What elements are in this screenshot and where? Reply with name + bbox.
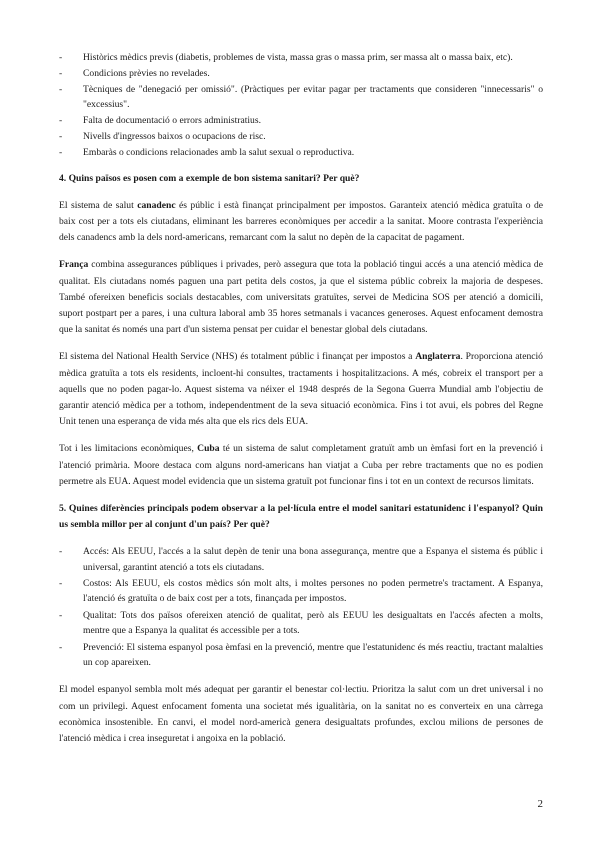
text-column	[59, 50, 543, 747]
list-item: - Costos: Als EEUU, els costos mèdics són molt alts, i moltes persones no poden permetre's tractament. A Espanya, l'atenció és gratuïta o de baix cost per a tots, finançada per impostos.	[59, 576, 543, 607]
country-cuba: Cuba	[197, 443, 220, 455]
canada-paragraph: El sistema de salut canadenc és públic i està finançat principalment per impostos. Garanteix atenció mèdica gratuïta o de baix cost per a tots els ciutadans, eliminant les barreres econòmiques per accedir a la sanitat. Moore contrasta l'experiència dels canadencs amb la dels nord-americans, remarcant com la salut no depèn de la capacitat de pagament.	[59, 199, 543, 244]
country-france: França	[59, 259, 89, 271]
risk-factors-list	[59, 50, 543, 160]
list-item: - Accés: Als EEUU, l'accés a la salut depèn de tenir una bona assegurança, mentre que a Espanya el sistema és públic i universal, garantint atenció a tots els ciutadans.	[59, 544, 543, 575]
list-item: - Embaràs o condicions relacionades amb la salut sexual o reproductiva.	[59, 145, 543, 160]
country-england: Anglaterra	[415, 351, 461, 363]
list-item: - Nivells d'ingressos baixos o ocupacions de risc.	[59, 129, 543, 144]
cuba-paragraph: Tot i les limitacions econòmiques, Cuba té un sistema de salut completament gratuït amb un èmfasi fort en la prevenció i l'atenció primària. Moore destaca com alguns nord-americans han viatjat a Cuba per rebre tractaments que no es podien permetre als EUA. Aquest model evidencia que un sistema gratuït pot funcionar fins i tot en un context de recursos limitats.	[59, 443, 543, 487]
country-canada: canadenc	[137, 199, 176, 211]
list-item: - Qualitat: Tots dos països ofereixen atenció de qualitat, però als EEUU les desigualtats en l'accés afecten a molts, mentre que a Espanya la qualitat és accessible per a tots.	[59, 608, 543, 639]
list-item: - Condicions prèvies no revelades.	[59, 66, 543, 81]
france-paragraph: França combina assegurances públiques i privades, però assegura que tota la població tingui accés a una atenció mèdica de qualitat. Els ciutadans només paguen una part petita dels costos, ja que el sistema públic cobreix la majoria de despeses. També ofereixen beneficis socials destacables, com universitats gratuïtes, servei de Medicina SOS per atenció a domicili, suport postpart per a pares, i una cultura laboral amb 35 hores setmanals i vacances generoses. Aquest enfocament demostra que la sanitat és només una part d'un sistema pensat per cuidar el benestar global dels ciutadans.	[59, 259, 543, 336]
question-4-heading: 4. Quins països es posen com a exemple de bon sistema sanitari? Per què?	[59, 172, 360, 184]
list-item: - Històrics mèdics previs (diabetis, problemes de vista, massa gras o massa prim, ser massa alt o massa baix, etc).	[59, 50, 543, 65]
list-item: - Falta de documentació o errors administratius.	[59, 113, 543, 128]
list-item: - Prevenció: El sistema espanyol posa èmfasi en la prevenció, mentre que l'estatunidenc és més reactiu, tractant malalties un cop apareixen.	[59, 640, 543, 671]
page-number: 2	[537, 798, 543, 810]
conclusion-paragraph: El model espanyol sembla molt més adequat per garantir el benestar col·lectiu. Prioritza la salut com un dret universal i no com un privilegi. Aquest enfocament fomenta una societat més igualitària, on la sanitat no es converteix en una càrrega econòmica insostenible. En canvi, el model nord-americà genera desigualtats profundes, exclou milions de persones de l'atenció mèdica i crea inseguretat i angoixa en la població.	[59, 684, 543, 744]
question-5-heading: 5. Quines diferències principals podem observar a la pel·lícula entre el model sanitari estatunidenc i l'espanyol? Quin us sembla millor per al conjunt d'un país? Per què?	[59, 503, 543, 531]
list-item: - Tècniques de "denegació per omissió". (Pràctiques per evitar pagar per tractaments que consideren "innecessaris" o "excessius".	[59, 82, 543, 113]
comparison-list	[59, 544, 543, 670]
england-paragraph: El sistema del National Health Service (NHS) és totalment públic i finançat per impostos a Anglaterra. Proporciona atenció mèdica gratuïta a tots els residents, incloent-hi consultes, tractaments i hospitalitzacions. A més, cobreix el transport per a aquells que no poden pagar-lo. Aquest sistema va néixer el 1948 després de la Segona Guerra Mundial amb l'objectiu de garantir atenció mèdica per a tothom, independentment de la seva situació econòmica. Fins i tot avui, els pobres del Regne Unit tenen una esperança de vida més alta que els rics dels EUA.	[59, 351, 543, 428]
